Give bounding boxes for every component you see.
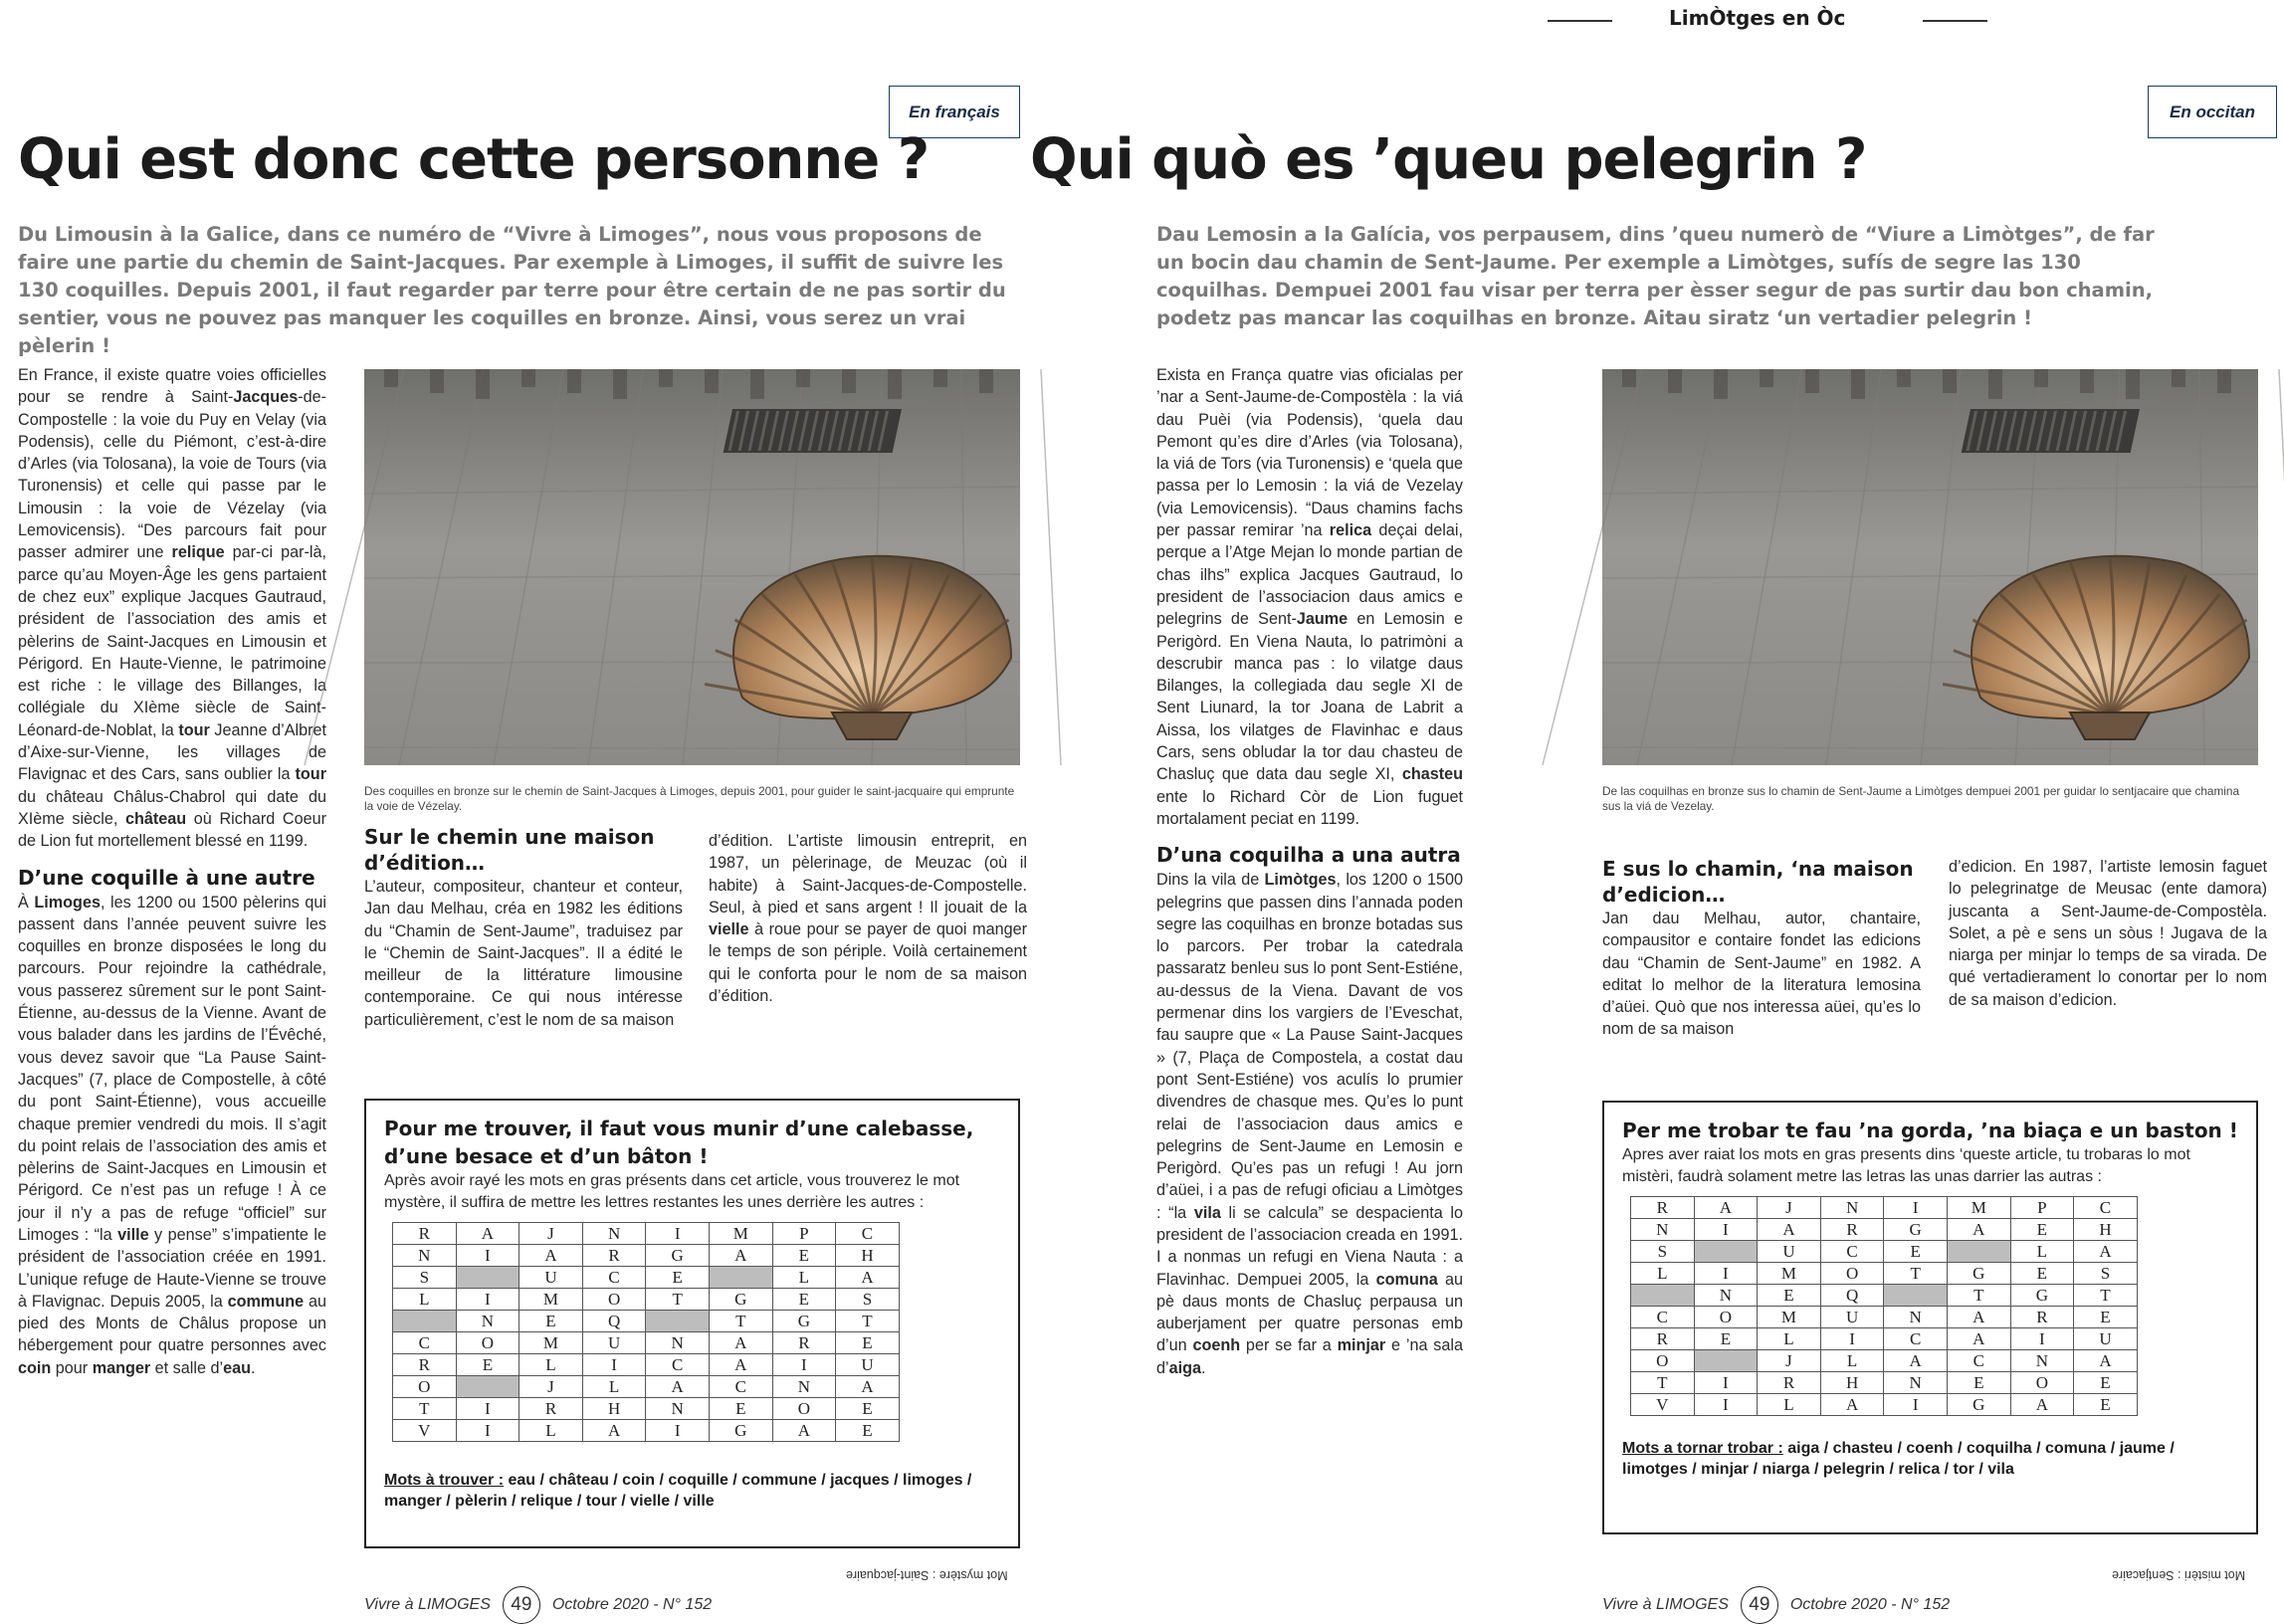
body-paragraph: En France, il existe quatre voies officielles pour se rendre à Saint-Jacques-de-Compostelle : la voie du Puy en Velay (via Podensis), celle du Piémont, c’est-à-dire d’Arles (via Tolosana), la voie de Tours (via Turonensis) et celle qui passe par le Limousin : la voie de Vézelay (via Lemovicensis). “Des parcours fait pour passer admirer une relique par-ci par-là, parce qu’au Moyen-Âge les gens partaient de chez eux” explique Jacques Gautraud, président de l’association des amis et pèlerins de Saint-Jacques en Limousin et Périgord. En Haute-Vienne, le patrimoine est riche : le village des Billanges, la collégiale du XIème siècle de Saint-Léonard-de-Noblat, la tour Jeanne d’Albret d’Aixe-sur-Vienne, les villages de Flavignac et des Cars, sans oublier la tour du château Châlus-Chabrol qui date du XIème siècle, château où Richard Coeur de Lion fut mortellement blessé en 1199. [18, 366, 326, 851]
grid-cell: C [1884, 1328, 1948, 1350]
bold-keyword: Limòtges [1264, 871, 1337, 890]
grid-cell: G [1884, 1219, 1948, 1241]
grid-cell: M [519, 1289, 583, 1311]
grid-cell: U [2074, 1328, 2138, 1350]
grid-row [393, 1267, 900, 1289]
bold-keyword: commune [227, 1292, 305, 1311]
sidebar-block [1602, 856, 1921, 1041]
grid-cell: L [519, 1354, 583, 1376]
words-list: aiga / chasteu / coenh / coquilha / comuna / jaume / limotges / minjar / niarga / pelegrin / relica / tor / vila [1622, 1440, 2175, 1478]
grid-cell: G [1947, 1394, 2010, 1416]
grid-cell: O [1820, 1263, 1884, 1285]
grid-cell: I [456, 1398, 519, 1420]
grid-cell: R [582, 1245, 646, 1267]
grid-cell: I [1884, 1394, 1948, 1416]
grid-cell: J [1758, 1350, 1821, 1372]
game-instructions: Après avoir rayé les mots en gras présents dans cet article, vous trouverez le mot mystère, il suffira de mettre les lettres restantes les unes derrière les autres : [384, 1172, 960, 1211]
grid-cell: Q [582, 1311, 646, 1332]
grid-cell: H [1820, 1372, 1884, 1394]
grid-cell: N [646, 1398, 710, 1420]
grid-cell: R [1758, 1372, 1821, 1394]
grid-cell-shaded [1694, 1241, 1758, 1263]
grid-cell: E [772, 1245, 836, 1267]
body-paragraph: À Limoges, les 1200 ou 1500 pèlerins qui passent dans l’année peuvent suivre les coquilles en bronze disposées le long du parcours. Pour rejoindre la cathédrale, vous passerez sûrement sur le pont Saint-Étienne, au-dessus de la Vienne. Avant de vous balader dans les jardins de l’Évêché, vous devez savoir que “La Pause Saint-Jacques” (7, place de Compostelle, à côté du pont Saint-Étienne), vous accueille chaque premier vendredi du mois. Il s’agit du point relais de l’association des amis et pèlerins de Saint-Jacques en Limousin et Périgord. Ce n’est pas un refuge ! À ce jour il n’y a pas de refuge “officiel” sur Limoges : “la ville y pense” s’impatiente le président de l’association créée en 1991. L’unique refuge de Haute-Vienne se trouve à Flavignac. Depuis 2005, la commune au pied des Monts de Châlus propose un hébergement pour quatre personnes avec coin pour manger et salle d’eau. [18, 893, 326, 1377]
grid-cell: U [1820, 1307, 1884, 1328]
bold-keyword: vila [1193, 1203, 1221, 1222]
words-list: eau / château / coin / coquille / commune / jacques / limoges / manger / pèlerin / relique / tour / vielle / ville [384, 1472, 972, 1510]
body-column [1156, 364, 1463, 1379]
grid-cell: L [1758, 1328, 1821, 1350]
grid-cell: C [1947, 1350, 2010, 1372]
grid-row [393, 1311, 900, 1332]
grid-cell: O [582, 1289, 646, 1311]
grid-cell: R [393, 1223, 457, 1245]
grid-row [1631, 1350, 2138, 1372]
grid-cell: I [456, 1245, 519, 1267]
grid-cell-shaded [1694, 1350, 1758, 1372]
grid-cell: A [1947, 1219, 2010, 1241]
grid-cell: E [519, 1311, 583, 1332]
words-label: Mots à trouver : [384, 1472, 505, 1489]
sidebar-text: L’auteur, compositeur, chanteur et conteur, Jan dau Melhau, créa en 1982 les éditions du “Chamin de Sent-Jaume”, traduisez par le “Chemin de Saint-Jacques”. Il a édité le meilleur de la littérature limousine contemporaine. Ce qui nous intéresse particulièrement, c’est le nom de sa maison [364, 878, 683, 1029]
grid-cell: I [772, 1354, 836, 1376]
bold-keyword: aiga [1168, 1358, 1202, 1377]
bold-keyword: Limoges [34, 893, 101, 912]
grid-cell: N [582, 1223, 646, 1245]
grid-cell: U [1758, 1241, 1821, 1263]
grid-cell: Q [1820, 1285, 1884, 1307]
grid-cell-shaded [456, 1376, 519, 1398]
grid-cell: E [2010, 1263, 2074, 1285]
grid-row [1631, 1219, 2138, 1241]
article-title: Qui est donc cette personne ? [18, 127, 930, 192]
grid-cell: E [456, 1354, 519, 1376]
photo-caption: De las coquilhas en bronze sus lo chamin de Sent-Jaume a Limòtges dempuei 2001 per guidar lo sentjacaire que chamina sus la viá de Vezelay. [1602, 784, 2240, 813]
bold-keyword: tour [178, 720, 210, 739]
grid-cell: G [709, 1420, 772, 1442]
grid-cell: A [1947, 1307, 2010, 1328]
body-paragraph: Exista en França quatre vias oficialas per ’nar a Sent-Jaume-de-Compostèla : la viá dau Puèi (via Podensis), ‘quela dau Pemont qu’es dire d’Arles (via Tolosana), la viá de Tors (via Turonensis) e ‘quela que passa per lo Lemosin : la viá de Vezelay (via Lemovicensis). “Daus chamins fachs per passar remirar ’na relica deçai delai, perque a l’Atge Mejan lo monde partian de chas ilhs” explica Jacques Gautraud, lo president de l’associacion daus amics e pelegrins de Sent-Jaume en Lemosin e Perigòrd. En Viena Nauta, lo patrimòni a descrubir manca pas : lo vilatge daus Bilanges, la collegiada dau segle XI de Sent Liunard, la tor Joana de Labrit a Aissa, los vilatges de Flavinhac e daus Cars, sens obludar la tor dau chasteu de Chasluç que data dau segle XI, chasteu ente lo Richard Còr de Lion fuguet mortalament peciat en 1199. [1156, 366, 1464, 828]
grid-cell: N [456, 1311, 519, 1332]
grid-cell: E [2074, 1394, 2138, 1416]
bold-keyword: coenh [1192, 1336, 1241, 1355]
grid-cell: C [2074, 1197, 2138, 1219]
grid-cell: L [582, 1376, 646, 1398]
grid-cell: T [646, 1289, 710, 1311]
mystery-answer: Mot mistèri : Sentjacaire [2112, 1568, 2246, 1582]
grid-cell: I [1694, 1219, 1758, 1241]
grid-cell: E [772, 1289, 836, 1311]
grid-cell: P [772, 1223, 836, 1245]
grid-cell: A [646, 1376, 710, 1398]
grid-cell: A [772, 1420, 836, 1442]
grid-cell: E [1758, 1285, 1821, 1307]
grid-cell: U [582, 1332, 646, 1354]
grid-cell: A [2074, 1350, 2138, 1372]
bold-keyword: manger [92, 1358, 151, 1377]
page-footer [364, 1586, 712, 1624]
grid-cell: S [2074, 1263, 2138, 1285]
grid-cell: R [2010, 1307, 2074, 1328]
bold-keyword: vielle [709, 920, 749, 939]
issue-info: Octobre 2020 - N° 152 [1789, 1596, 1951, 1613]
bold-keyword: chasteu [1401, 765, 1463, 784]
language-tag: En français [889, 86, 1020, 138]
grid-cell: I [456, 1289, 519, 1311]
article-lede: Du Limousin à la Galice, dans ce numéro de “Vivre à Limoges”, nous vous proposons de faire une partie du chemin de Saint-Jacques. Par exemple à Limoges, il suffit de suivre les 130 coquilles. Depuis 2001, il faut regarder par terre pour être certain de ne pas sortir du sentier, vous ne pouvez pas manquer les coquilles en bronze. Ainsi, vous serez un vrai pèlerin ! [18, 223, 1006, 357]
grid-cell: T [836, 1311, 900, 1332]
grid-cell: N [393, 1245, 457, 1267]
grid-cell: E [1947, 1372, 2010, 1394]
page-occitan [1030, 0, 2284, 1622]
grid-cell: E [709, 1398, 772, 1420]
grid-cell: E [1694, 1328, 1758, 1350]
grid-cell: O [1694, 1307, 1758, 1328]
grid-cell: G [1947, 1263, 2010, 1285]
grid-cell: C [393, 1332, 457, 1354]
language-tag: En occitan [2148, 86, 2277, 138]
grid-cell: G [709, 1289, 772, 1311]
grid-row [1631, 1285, 2138, 1307]
grid-cell: L [1631, 1263, 1695, 1285]
grid-cell: J [1758, 1197, 1821, 1219]
grid-cell: A [836, 1376, 900, 1398]
grid-cell: H [582, 1398, 646, 1420]
grid-cell: I [1820, 1328, 1884, 1350]
grid-row [393, 1245, 900, 1267]
grid-cell-shaded [1884, 1285, 1948, 1307]
grid-cell: V [393, 1420, 457, 1442]
grid-row [393, 1398, 900, 1420]
sidebar-text: d’edicion. En 1987, l’artiste lemosin faguet lo pelegrinatge de Meusac (ente damora) juscanta a Sent-Jaume-de-Compostèla. Solet, a pè e sens un sòus ! Jugava de la niarga per minjar lo temps de sa virada. De qué vertadierament lo conortar per lo nom de sa maison d’edicion. [1949, 858, 2267, 1009]
header-title: LimÒtges en Òc [1669, 6, 1846, 30]
bold-keyword: Jaume [1296, 610, 1349, 629]
grid-row [1631, 1328, 2138, 1350]
grid-cell-shaded [709, 1267, 772, 1289]
grid-row [393, 1289, 900, 1311]
grid-cell: R [1820, 1219, 1884, 1241]
grid-cell: C [1820, 1241, 1884, 1263]
grid-cell-shaded [1947, 1241, 2010, 1263]
magazine-name: Vivre à LIMOGES [364, 1596, 491, 1613]
grid-cell: G [646, 1245, 710, 1267]
grid-cell: A [1758, 1219, 1821, 1241]
grid-cell: C [836, 1223, 900, 1245]
grid-row [393, 1332, 900, 1354]
grid-cell: A [2074, 1241, 2138, 1263]
grid-cell: A [709, 1332, 772, 1354]
body-column [18, 364, 326, 1379]
article-title: Qui quò es ’queu pelegrin ? [1030, 127, 1867, 192]
game-title: Per me trobar te fau ’na gorda, ’na biaça e un baston ! [1622, 1118, 2238, 1142]
bold-keyword: minjar [1337, 1336, 1386, 1355]
grid-cell: U [519, 1267, 583, 1289]
section-heading: D’una coquilha a una autra [1156, 843, 1461, 868]
grid-cell: T [393, 1398, 457, 1420]
page-number: 49 [1741, 1586, 1778, 1624]
grid-cell: R [393, 1354, 457, 1376]
grid-cell: P [2010, 1197, 2074, 1219]
grid-cell: J [519, 1376, 583, 1398]
grid-cell: T [1947, 1285, 2010, 1307]
issue-info: Octobre 2020 - N° 152 [551, 1596, 713, 1613]
page-number: 49 [503, 1586, 540, 1624]
grid-cell: L [2010, 1241, 2074, 1263]
grid-row [393, 1354, 900, 1376]
grid-cell: E [836, 1398, 900, 1420]
grid-cell: I [456, 1420, 519, 1442]
grid-cell: O [393, 1376, 457, 1398]
letter-grid [1630, 1196, 2138, 1416]
grid-cell: A [582, 1420, 646, 1442]
grid-cell: R [1631, 1197, 1695, 1219]
grid-cell: N [1631, 1219, 1695, 1241]
grid-cell: G [772, 1311, 836, 1332]
grid-cell: T [2074, 1285, 2138, 1307]
grid-cell: A [1884, 1350, 1948, 1372]
grid-row [1631, 1263, 2138, 1285]
grid-row [393, 1223, 900, 1245]
bold-keyword: château [124, 809, 187, 828]
word-search-box [364, 1099, 1020, 1548]
sidebar-text: d’édition. L’artiste limousin entreprit, en 1987, un pèlerinage, de Meuzac (où il habite) à Saint-Jacques-de-Compostelle. Seul, à pied et sans argent ! Il jouait de la vielle à roue pour se payer de quoi manger le temps de son périple. Voilà certainement qui le conforta pour le nom de sa maison d’édition. [709, 832, 1027, 1006]
grid-cell: M [1947, 1197, 2010, 1219]
word-search-box [1602, 1101, 2258, 1534]
grid-cell: L [393, 1289, 457, 1311]
grid-cell: A [456, 1223, 519, 1245]
grid-cell: A [709, 1245, 772, 1267]
grid-cell-shaded [646, 1311, 710, 1332]
grid-cell: T [709, 1311, 772, 1332]
grid-cell: C [646, 1354, 710, 1376]
grid-cell: L [1820, 1350, 1884, 1372]
grid-cell: T [1884, 1263, 1948, 1285]
magazine-name: Vivre à LIMOGES [1602, 1596, 1729, 1613]
grid-cell: S [393, 1267, 457, 1289]
grid-cell: A [1820, 1394, 1884, 1416]
grid-cell-shaded [456, 1267, 519, 1289]
grid-cell: E [836, 1332, 900, 1354]
grid-cell: J [519, 1223, 583, 1245]
grid-cell: E [836, 1420, 900, 1442]
grid-cell: M [709, 1223, 772, 1245]
grid-cell: I [646, 1223, 710, 1245]
words-to-find [384, 1470, 1000, 1512]
bold-keyword: ville [117, 1225, 149, 1244]
grid-cell: O [456, 1332, 519, 1354]
grid-cell: S [1631, 1241, 1695, 1263]
grid-cell: U [836, 1354, 900, 1376]
grid-cell: I [1884, 1197, 1948, 1219]
scallop-shell-photo [1602, 369, 2258, 765]
grid-cell: T [1631, 1372, 1695, 1394]
grid-cell: M [1758, 1263, 1821, 1285]
bold-keyword: coin [18, 1358, 52, 1377]
grid-cell: C [582, 1267, 646, 1289]
grid-cell: G [2010, 1285, 2074, 1307]
grid-cell: N [772, 1376, 836, 1398]
grid-cell: A [709, 1354, 772, 1376]
grid-cell: R [519, 1398, 583, 1420]
sidebar-block-continued [709, 830, 1027, 1007]
grid-cell: N [1820, 1197, 1884, 1219]
grid-cell: R [1631, 1328, 1695, 1350]
grid-cell: E [2074, 1372, 2138, 1394]
sidebar-block-continued [1949, 856, 2267, 1011]
page-footer [1602, 1586, 1950, 1624]
words-to-find [1622, 1438, 2238, 1480]
grid-cell: S [836, 1289, 900, 1311]
grid-cell: A [519, 1245, 583, 1267]
grid-cell: I [646, 1420, 710, 1442]
grid-cell: N [1884, 1307, 1948, 1328]
grid-row [1631, 1197, 2138, 1219]
section-heading: D’une coquille à une autre [18, 865, 315, 890]
grid-row [1631, 1241, 2138, 1263]
scallop-shell-photo [364, 369, 1020, 765]
grid-cell: L [1758, 1394, 1821, 1416]
page-french [0, 0, 1142, 1622]
grid-cell: E [1884, 1241, 1948, 1263]
sidebar-title: Sur le chemin une maison d’édition… [364, 825, 655, 875]
sidebar-title: E sus lo chamin, ‘na maison d’edicion… [1602, 857, 1914, 907]
bold-keyword: relique [171, 543, 225, 562]
grid-cell: L [519, 1420, 583, 1442]
body-paragraph: Dins la vila de Limòtges, los 1200 o 1500 pelegrins que passen dins l’annada poden segre las coquilhas en bronze botadas sus lo parcors. Per trobar la catedrala passaratz benleu sus lo pont Sent-Estiéne, au-dessus de la Viena. Davant de vos permenar dins los vargiers de l’Eveschat, fau saupre que « La Pause Saint-Jacques » (7, Plaça de Compostela, a costat dau pont Sent-Estiéne) vos aculís lo prumier divendres de chasque mes. Qu’es lo punt relai de l’associacion daus amics e pelegrins de Sent-Jaume en Lemosin e Perigòrd. Qu’es pas un refugi ! Au jorn d’aüei, i a pas de refugi oficiau a Limòtges : “la vila li se calcula” se despacienta lo president de l’associacion creada en 1991. I a nonmas un refugi en Viena Nauta : a Flavinhac. Dempuei 2005, la comuna au pè daus monts de Chasluç perpausa un auberjament per quatre personas emb d’un coenh per se far a minjar e ’na sala d’aiga. [1156, 871, 1463, 1377]
game-title: Pour me trouver, il faut vous munir d’une calebasse, d’une besace et d’un bâton ! [384, 1116, 974, 1168]
grid-cell: N [646, 1332, 710, 1354]
grid-cell: I [1694, 1263, 1758, 1285]
bold-keyword: eau [223, 1358, 251, 1377]
grid-cell: E [2010, 1219, 2074, 1241]
grid-cell: C [709, 1376, 772, 1398]
grid-cell: N [1694, 1285, 1758, 1307]
grid-cell-shaded [1631, 1285, 1695, 1307]
grid-cell: O [2010, 1372, 2074, 1394]
grid-cell: V [1631, 1394, 1695, 1416]
game-instructions: Apres aver raiat los mots en gras presents dins ‘queste article, tu trobaras lo mot mistèri, faudrà solament metre las letras las unas darrier las autras : [1622, 1146, 2190, 1185]
photo-caption: Des coquilles en bronze sur le chemin de Saint-Jacques à Limoges, depuis 2001, pour guider le saint-jacquaire qui emprunte la voie de Vézelay. [364, 784, 1015, 813]
grid-cell-shaded [393, 1311, 457, 1332]
grid-cell: E [646, 1267, 710, 1289]
grid-cell: I [2010, 1328, 2074, 1350]
grid-cell: C [1631, 1307, 1695, 1328]
grid-cell: A [1947, 1328, 2010, 1350]
words-label: Mots a tornar trobar : [1622, 1440, 1783, 1457]
grid-cell: A [2010, 1394, 2074, 1416]
grid-cell: I [582, 1354, 646, 1376]
grid-cell: I [1694, 1394, 1758, 1416]
grid-cell: A [1694, 1197, 1758, 1219]
grid-cell: E [2074, 1307, 2138, 1328]
bold-keyword: tour [295, 765, 326, 784]
grid-row [393, 1376, 900, 1398]
bold-keyword: relica [1329, 521, 1372, 540]
sidebar-block [364, 824, 683, 1031]
grid-cell: N [2010, 1350, 2074, 1372]
grid-cell: O [772, 1398, 836, 1420]
grid-row [393, 1420, 900, 1442]
grid-row [1631, 1394, 2138, 1416]
grid-cell: N [1884, 1372, 1948, 1394]
bold-keyword: comuna [1375, 1270, 1438, 1289]
article-lede: Dau Lemosin a la Galícia, vos perpausem, dins ’queu numerò de “Viure a Limòtges”, de far un bocin dau chamin de Sent-Jaume. Per exemple a Limòtges, sufís de segre las 130 coquilhas. Dempuei 2001 fau visar per terra per èsser segur de pas surtir dau bon chamin, podetz pas mancar las coquilhas en bronze. Aitau siratz ‘un vertadier pelegrin ! [1156, 223, 2155, 329]
grid-row [1631, 1372, 2138, 1394]
grid-cell: H [836, 1245, 900, 1267]
grid-cell: I [1694, 1372, 1758, 1394]
mystery-answer: Mot mystère : Saint-jacquaire [846, 1568, 1008, 1582]
grid-cell: A [836, 1267, 900, 1289]
bold-keyword: Jacques [233, 388, 299, 407]
grid-row [1631, 1307, 2138, 1328]
grid-cell: O [1631, 1350, 1695, 1372]
sidebar-text: Jan dau Melhau, autor, chantaire, compausitor e contaire fondet las edicions dau “Chamin de Sent-Jaume” en 1982. A editat lo melhor de la literatura lemosina d’aüei. Quò que nos interessa aüei, qu’es lo nom de sa maison [1602, 910, 1921, 1039]
grid-cell: R [772, 1332, 836, 1354]
grid-cell: L [772, 1267, 836, 1289]
grid-cell: H [2074, 1219, 2138, 1241]
grid-cell: M [519, 1332, 583, 1354]
letter-grid [392, 1222, 900, 1442]
grid-cell: M [1758, 1307, 1821, 1328]
